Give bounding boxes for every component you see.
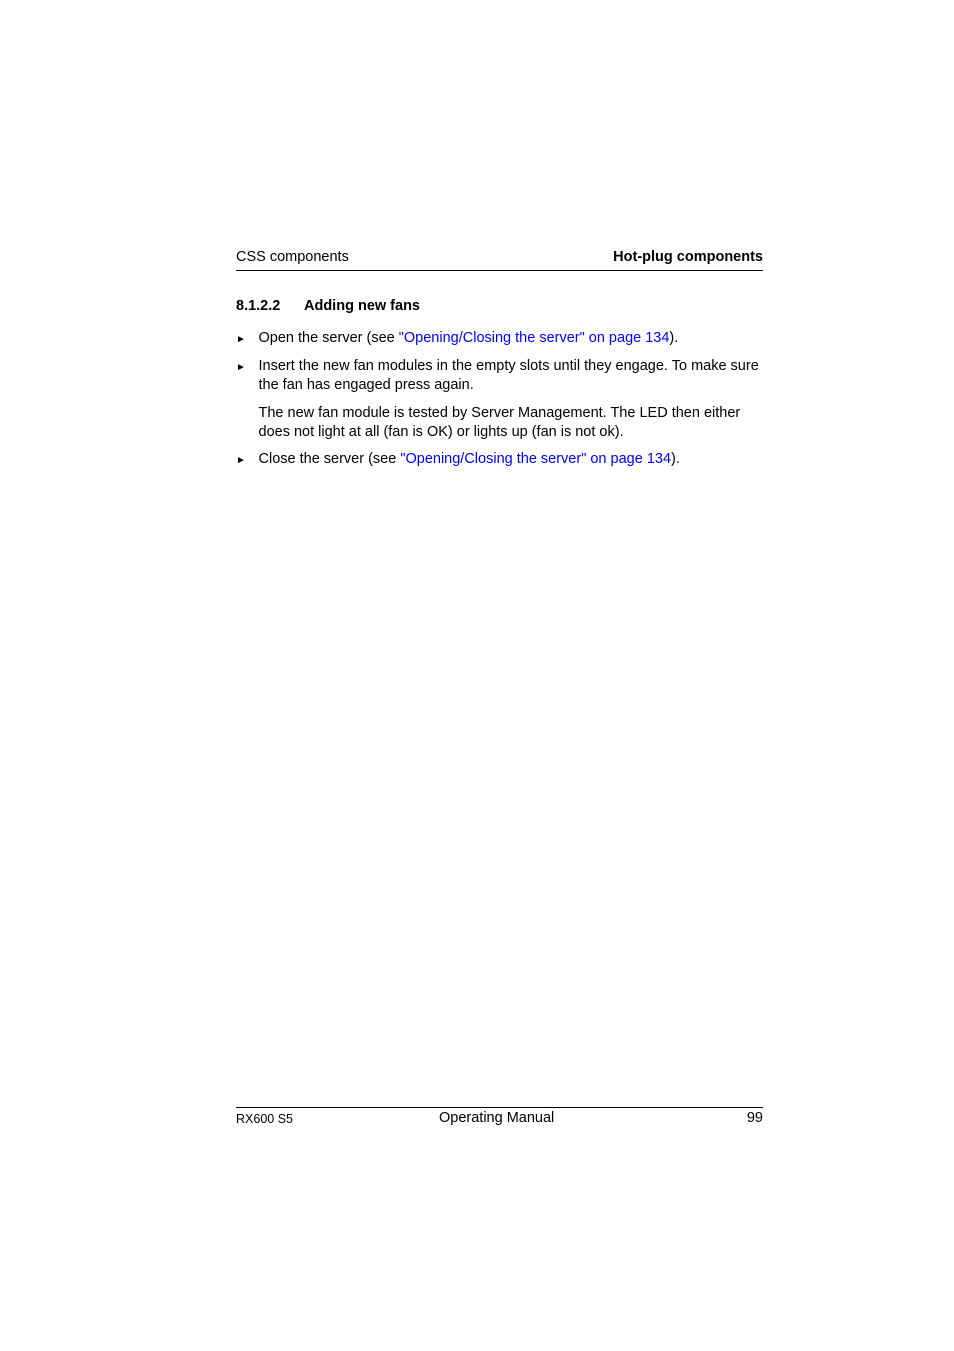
step-insert-fan <box>236 357 763 395</box>
bullet-icon: ► <box>236 455 246 466</box>
section-heading <box>236 298 420 314</box>
header-section: Hot-plug components <box>613 249 763 265</box>
section-title: Adding new fans <box>304 298 420 314</box>
step-text: Insert the new fan modules in the empty slots until they engage. To make sure the fan has engaged press again. <box>258 358 759 393</box>
footer-doc-title: Operating Manual <box>439 1110 555 1126</box>
step-close-server <box>236 450 763 469</box>
page-number: 99 <box>746 1110 763 1126</box>
step-text: Open the server (see <box>258 330 399 346</box>
section-number: 8.1.2.2 <box>236 298 281 314</box>
note-text: The new fan module is tested by Server Management. The LED then either does not light at all (fan is OK) or lights up (fan is not ok). <box>258 405 741 440</box>
cross-reference-link[interactable]: "Opening/Closing the server" on page 134 <box>398 330 670 346</box>
step-text-end: ). <box>669 330 679 346</box>
page-footer <box>236 1107 763 1132</box>
bullet-icon: ► <box>236 334 246 345</box>
page-header <box>236 248 763 271</box>
step-text: Close the server (see <box>258 451 401 467</box>
step-text-end: ). <box>671 451 680 467</box>
cross-reference-link[interactable]: "Opening/Closing the server" on page 134 <box>400 451 672 467</box>
header-chapter: CSS components <box>236 249 349 265</box>
step-open-server <box>236 329 763 348</box>
bullet-icon: ► <box>236 362 246 373</box>
footer-product: RX600 S5 <box>236 1112 293 1126</box>
step-note <box>236 404 763 442</box>
